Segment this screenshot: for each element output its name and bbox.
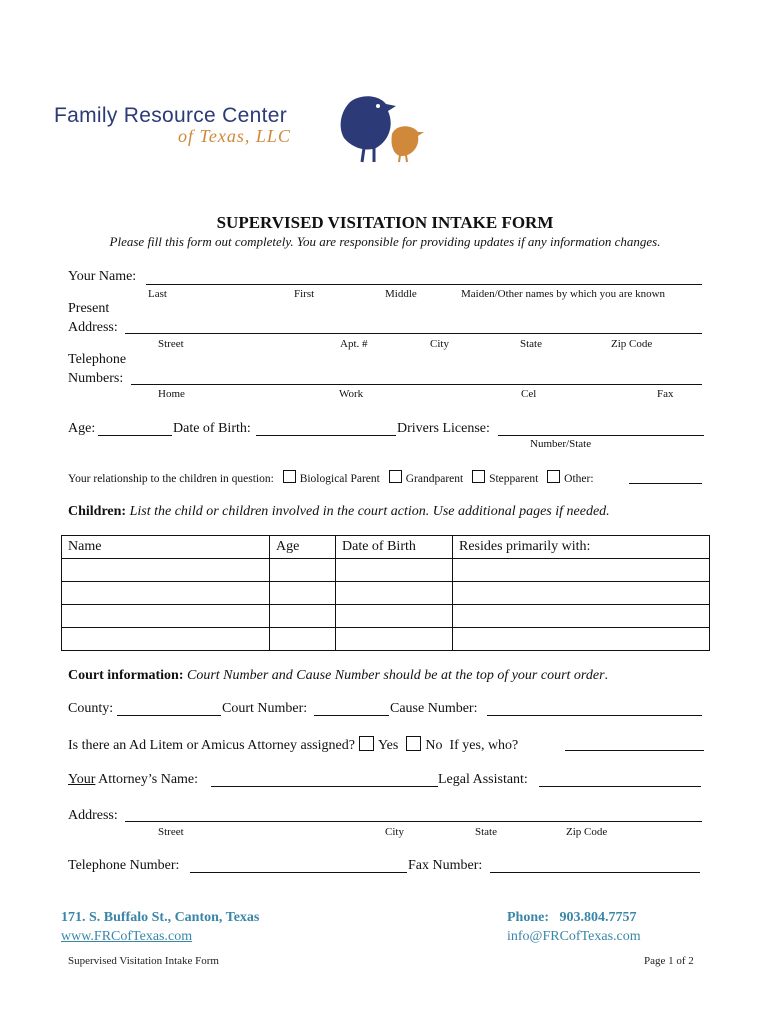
court-heading-row xyxy=(68,668,608,684)
court-number-field[interactable] xyxy=(314,715,389,716)
address-label-line2: Address: xyxy=(68,320,118,335)
cause-number-field[interactable] xyxy=(487,715,702,716)
cell-dob[interactable] xyxy=(336,559,453,582)
children-table-header xyxy=(62,536,710,559)
attorney-label: Attorney’s Name: xyxy=(95,772,199,787)
license-label: Drivers License: xyxy=(397,421,490,436)
cell-name[interactable] xyxy=(62,559,270,582)
checkbox-ad-litem-no[interactable] xyxy=(406,736,421,751)
cell-age[interactable] xyxy=(270,605,336,628)
form-subtitle: Please fill this form out completely. You are responsible for providing updates if any information changes. xyxy=(109,234,661,249)
phones-hint-cel: Cel xyxy=(521,388,537,400)
col-name: Name xyxy=(62,536,270,559)
name-label: Your Name: xyxy=(68,269,137,284)
address-hint-street: Street xyxy=(158,338,184,350)
ad-litem-who-label: If yes, who? xyxy=(449,738,519,753)
relationship-row xyxy=(68,470,594,485)
col-age: Age xyxy=(270,536,336,559)
legal-assistant-field[interactable] xyxy=(539,786,701,787)
cell-resides[interactable] xyxy=(453,605,710,628)
phones-label-line1: Telephone xyxy=(68,352,127,367)
name-hint-last: Last xyxy=(148,288,167,300)
option-grandparent: Grandparent xyxy=(405,473,464,485)
table-row xyxy=(62,605,710,628)
cell-resides[interactable] xyxy=(453,582,710,605)
address-field[interactable] xyxy=(125,333,702,334)
court-heading: Court information: xyxy=(68,668,184,683)
phones-hint-fax: Fax xyxy=(657,388,674,400)
logo-text-line1: Family Resource Center xyxy=(54,104,288,127)
footer-page-number: Page 1 of 2 xyxy=(644,955,694,967)
attorney-address-label: Address: xyxy=(68,808,118,823)
attorney-address-hint-street: Street xyxy=(158,826,184,838)
attorney-address-hint-zip: Zip Code xyxy=(566,826,608,838)
phones-field[interactable] xyxy=(131,384,702,385)
address-hint-city: City xyxy=(430,338,449,350)
col-dob: Date of Birth xyxy=(336,536,453,559)
age-field[interactable] xyxy=(98,435,172,436)
checkbox-ad-litem-yes[interactable] xyxy=(359,736,374,751)
license-field[interactable] xyxy=(498,435,704,436)
attorney-field[interactable] xyxy=(211,786,438,787)
address-hint-apt: Apt. # xyxy=(340,338,368,350)
ad-litem-who-field[interactable] xyxy=(565,750,704,751)
attorney-row xyxy=(68,772,198,788)
footer-website-link[interactable]: www.FRCofTexas.com xyxy=(61,929,193,944)
footer-address: 171. S. Buffalo St., Canton, Texas xyxy=(61,910,260,925)
name-hint-maiden: Maiden/Other names by which you are known xyxy=(461,288,666,300)
cell-resides[interactable] xyxy=(453,628,710,651)
court-instruction-period: . xyxy=(604,668,609,683)
table-row xyxy=(62,559,710,582)
court-number-label: Court Number: xyxy=(222,701,308,716)
age-label: Age: xyxy=(68,421,96,436)
address-label-line1: Present xyxy=(68,301,110,316)
phones-label-line2: Numbers: xyxy=(68,371,124,386)
name-field[interactable] xyxy=(146,284,702,285)
attorney-address-field[interactable] xyxy=(125,821,702,822)
option-stepparent: Stepparent xyxy=(489,473,539,485)
logo-text-line2: of Texas, LLC xyxy=(178,126,291,146)
checkbox-biological-parent[interactable] xyxy=(283,470,296,483)
address-hint-zip: Zip Code xyxy=(611,338,653,350)
cell-resides[interactable] xyxy=(453,559,710,582)
address-hint-state: State xyxy=(520,338,542,350)
attorney-address-hint-city: City xyxy=(385,826,404,838)
cell-name[interactable] xyxy=(62,605,270,628)
cell-dob[interactable] xyxy=(336,628,453,651)
phones-hint-home: Home xyxy=(158,388,185,400)
table-row xyxy=(62,628,710,651)
cell-age[interactable] xyxy=(270,628,336,651)
footer-form-name: Supervised Visitation Intake Form xyxy=(68,955,219,967)
form-title: SUPERVISED VISITATION INTAKE FORM xyxy=(216,213,554,232)
attorney-your: Your xyxy=(68,772,96,787)
court-instruction: Court Number and Cause Number should be at the top of your court order xyxy=(187,668,605,683)
dob-label: Date of Birth: xyxy=(173,421,251,436)
children-table xyxy=(61,535,710,651)
checkbox-grandparent[interactable] xyxy=(389,470,402,483)
checkbox-stepparent[interactable] xyxy=(472,470,485,483)
ad-litem-row xyxy=(68,736,518,754)
table-row xyxy=(62,582,710,605)
ad-litem-question: Is there an Ad Litem or Amicus Attorney assigned? xyxy=(68,738,355,753)
attorney-fax-label: Fax Number: xyxy=(408,858,483,873)
attorney-telephone-label: Telephone Number: xyxy=(68,858,180,873)
dob-field[interactable] xyxy=(256,435,396,436)
col-resides: Resides primarily with: xyxy=(453,536,710,559)
cause-number-label: Cause Number: xyxy=(390,701,478,716)
county-label: County: xyxy=(68,701,114,716)
name-hint-first: First xyxy=(294,288,315,300)
ad-litem-no-label: No xyxy=(425,738,443,753)
checkbox-other[interactable] xyxy=(547,470,560,483)
cell-age[interactable] xyxy=(270,582,336,605)
footer-phone: Phone: 903.804.7757 xyxy=(507,910,637,925)
cell-dob[interactable] xyxy=(336,582,453,605)
attorney-address-hint-state: State xyxy=(475,826,497,838)
other-relationship-field[interactable] xyxy=(629,483,702,484)
attorney-fax-field[interactable] xyxy=(490,872,700,873)
ad-litem-yes-label: Yes xyxy=(377,738,399,753)
cell-age[interactable] xyxy=(270,559,336,582)
bird-logo-icon xyxy=(334,94,426,164)
option-biological-parent: Biological Parent xyxy=(299,473,380,485)
cell-name[interactable] xyxy=(62,582,270,605)
license-hint: Number/State xyxy=(530,438,592,450)
legal-assistant-label: Legal Assistant: xyxy=(438,772,528,787)
relationship-label: Your relationship to the children in question: xyxy=(68,473,274,485)
footer-email[interactable]: info@FRCofTexas.com xyxy=(507,929,641,944)
cell-dob[interactable] xyxy=(336,605,453,628)
name-hint-middle: Middle xyxy=(385,288,417,300)
phones-hint-work: Work xyxy=(339,388,364,400)
children-instruction: List the child or children involved in the court action. Use additional pages if needed. xyxy=(129,504,610,519)
option-other: Other: xyxy=(564,473,594,485)
attorney-telephone-field[interactable] xyxy=(190,872,407,873)
county-field[interactable] xyxy=(117,715,221,716)
children-heading: Children: xyxy=(68,504,127,519)
children-heading-row xyxy=(68,504,610,520)
cell-name[interactable] xyxy=(62,628,270,651)
